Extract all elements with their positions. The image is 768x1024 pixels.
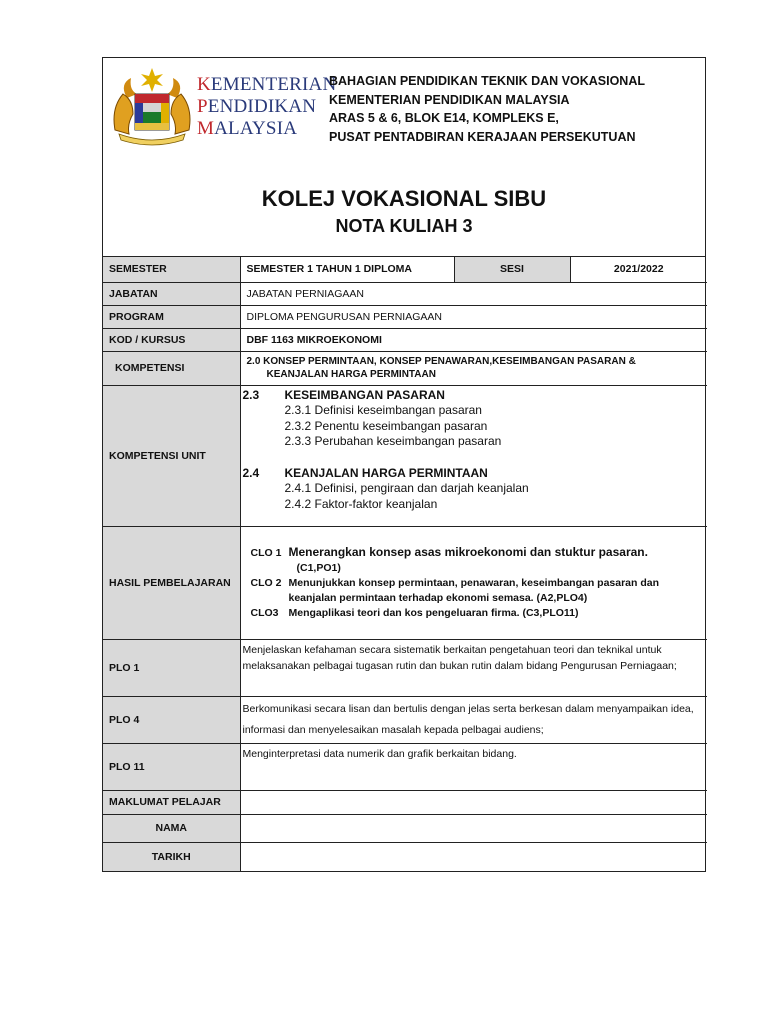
plo-11-text: Menginterpretasi data numerik dan grafik berkaitan bidang. (240, 743, 707, 790)
document-title: NOTA KULIAH 3 (335, 216, 473, 236)
plo-1-label: PLO 1 (103, 639, 240, 696)
unit-item: 2.3.2 Penentu keseimbangan pasaran (284, 418, 488, 433)
maklumat-field[interactable] (240, 790, 707, 814)
course-info-table (103, 257, 707, 871)
sesi-label: SESI (454, 257, 570, 282)
clo-text: Menerangkan konsep asas mikroekonomi dan stuktur pasaran. (288, 544, 648, 559)
clo-text: Menunjukkan konsep permintaan, penawaran, keseimbangan pasaran dan (288, 576, 660, 589)
unit-heading-2-3 (243, 388, 706, 404)
row-kompetensi (103, 351, 707, 385)
jabatan-value: JABATAN PERNIAGAAN (240, 282, 707, 305)
maklumat-label: MAKLUMAT PELAJAR (103, 790, 240, 814)
clo-text: Mengaplikasi teori dan kos pengeluaran firma. (C3,PLO11) (288, 606, 579, 619)
sesi-value: 2021/2022 (570, 257, 707, 282)
row-plo-1 (103, 639, 707, 696)
clo-1-tag: (C1,PO1) (296, 561, 341, 574)
unit-heading-2-4 (243, 466, 706, 482)
plo-4-label: PLO 4 (103, 696, 240, 743)
nama-label: NAMA (103, 814, 240, 842)
hasil-label: HASIL PEMBELAJARAN (103, 526, 240, 639)
row-jabatan (103, 282, 707, 305)
nama-field[interactable] (240, 814, 707, 842)
semester-value: SEMESTER 1 TAHUN 1 DIPLOMA (240, 257, 454, 282)
ministry-line-1: KEMENTERIAN (197, 74, 337, 95)
address-line: KEMENTERIAN PENDIDIKAN MALAYSIA (329, 92, 570, 107)
row-nama (103, 814, 707, 842)
row-plo-11 (103, 743, 707, 790)
unit-title: KEANJALAN HARGA PERMINTAAN (284, 465, 488, 480)
row-program (103, 305, 707, 328)
program-value: DIPLOMA PENGURUSAN PERNIAGAAN (240, 305, 707, 328)
address-line: BAHAGIAN PENDIDIKAN TEKNIK DAN VOKASIONAL (329, 74, 645, 88)
clo-2 (251, 576, 702, 591)
unit-item: 2.4.2 Faktor-faktor keanjalan (284, 496, 438, 511)
issuer-address (329, 72, 645, 146)
unit-item: 2.3.1 Definisi keseimbangan pasaran (284, 403, 482, 417)
ministry-line-3: MALAYSIA (197, 118, 298, 139)
row-hasil-pembelajaran (103, 526, 707, 639)
semester-label: SEMESTER (103, 257, 240, 282)
clo-code: CLO 2 (250, 576, 282, 589)
clo-code: CLO 1 (250, 546, 282, 559)
unit-number: 2.4 (242, 465, 260, 480)
malaysia-coat-of-arms-logo (109, 64, 195, 146)
clo-code: CLO3 (250, 606, 279, 619)
document-header (103, 58, 705, 257)
kompetensi-unit-label: KOMPETENSI UNIT (103, 385, 240, 526)
row-tarikh (103, 842, 707, 871)
clo-1 (251, 545, 702, 561)
jabatan-label: JABATAN (103, 282, 240, 305)
row-maklumat-pelajar (103, 790, 707, 814)
row-semester (103, 257, 707, 282)
ministry-line-2: PENDIDIKAN (197, 96, 317, 117)
unit-item: 2.3.3 Perubahan keseimbangan pasaran (284, 434, 502, 448)
lecture-note-form (102, 57, 706, 872)
plo-11-label: PLO 11 (103, 743, 240, 790)
row-plo-4 (103, 696, 707, 743)
hasil-content (240, 526, 707, 639)
plo-1-text: Menjelaskan kefahaman secara sistematik berkaitan pengetahuan teori dan teknikal untuk melaksanakan pelbagai tugasan rutin dan bukan rutin dalam bidang Pengurusan Perniagaan; (240, 639, 707, 696)
kompetensi-label: KOMPETENSI (103, 351, 240, 385)
ministry-wordmark (197, 74, 336, 140)
clo-3 (251, 606, 702, 621)
address-line: ARAS 5 & 6, BLOK E14, KOMPLEKS E, (329, 111, 559, 125)
program-label: PROGRAM (103, 305, 240, 328)
unit-number: 2.3 (242, 387, 260, 402)
tarikh-field[interactable] (240, 842, 707, 871)
address-line: PUSAT PENTADBIRAN KERAJAAN PERSEKUTUAN (329, 129, 636, 144)
unit-item: 2.4.1 Definisi, pengiraan dan darjah keanjalan (284, 481, 529, 495)
clo-2-line-2: keanjalan permintaan terhadap ekonomi semasa. (A2,PLO4) (288, 591, 588, 604)
kompetensi-value (240, 351, 707, 385)
tarikh-label: TARIKH (103, 842, 240, 871)
row-kompetensi-unit (103, 385, 707, 526)
kod-label: KOD / KURSUS (103, 328, 240, 351)
kompetensi-line-1: 2.0 KONSEP PERMINTAAN, KONSEP PENAWARAN,KESEIMBANGAN PASARAN & (246, 356, 636, 367)
kod-value: DBF 1163 MIKROEKONOMI (240, 328, 707, 351)
college-name: KOLEJ VOKASIONAL SIBU (261, 186, 547, 211)
kompetensi-unit-content (240, 385, 707, 526)
unit-title: KESEIMBANGAN PASARAN (284, 387, 445, 402)
kompetensi-line-2: KEANJALAN HARGA PERMINTAAN (266, 369, 436, 380)
plo-4-text: Berkomunikasi secara lisan dan bertulis dengan jelas serta berkesan dalam menyampaikan idea, informasi dan menyelesaikan masalah kepada pelbagai audiens; (240, 696, 707, 743)
row-kod-kursus (103, 328, 707, 351)
